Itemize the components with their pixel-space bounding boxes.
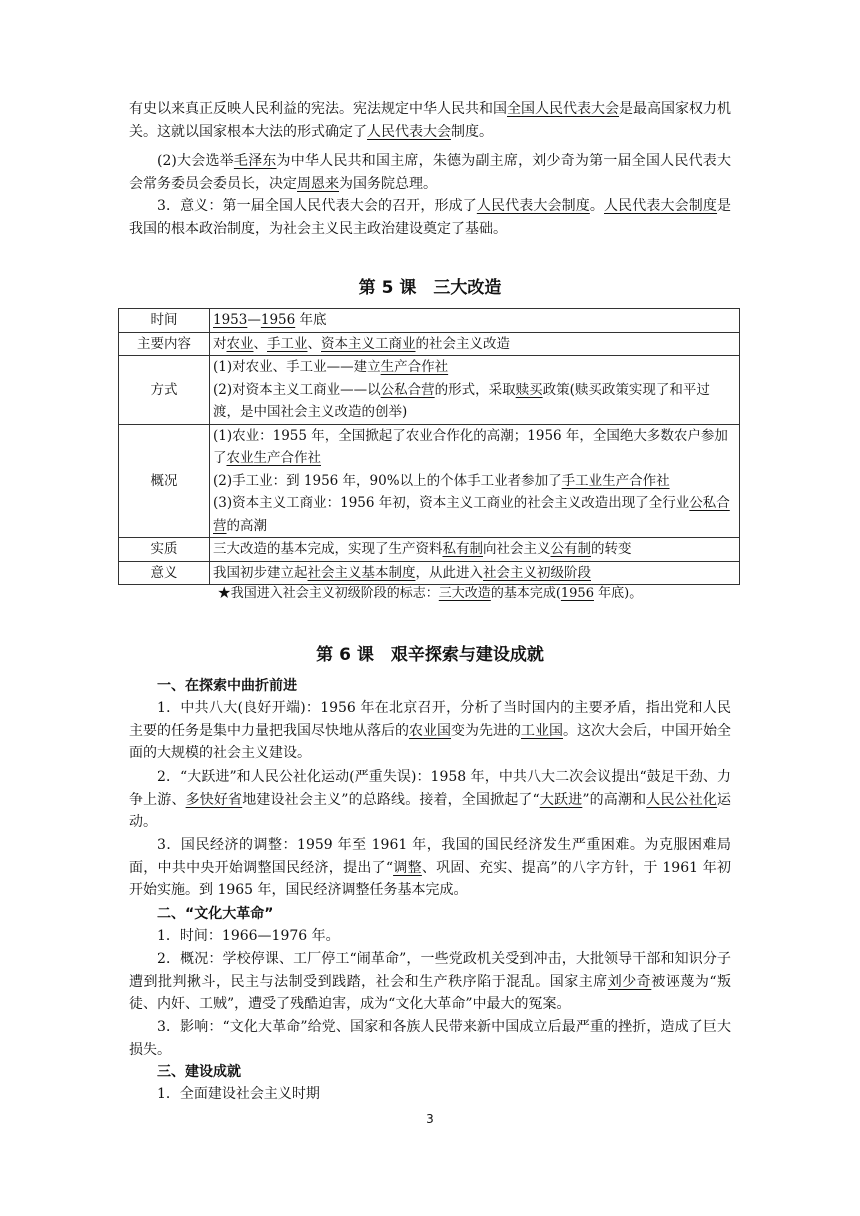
table-row [119,561,740,585]
paragraph-adjustment: 3．国民经济的调整：1959 年至 1961 年，我国的国民经济发生严重困难。为克服困难局面，中共中央开始调整国民经济，提出了“调整、巩固、充实、提高”的八字方针，于 1961 年初开始实施。到 1965 年，国民经济调整任务基本完成。 [129,837,732,898]
table-row [119,332,740,356]
row-content: 三大改造的基本完成，实现了生产资料私有制向社会主义公有制的转变 [210,538,740,562]
row-content: 1953—1956 年底 [210,309,740,333]
paragraph-eighth-congress: 1．中共八大(良好开端)：1956 年在北京召开，分析了当时国内的主要矛盾，指出党和人民主要的任务是集中力量把我国尽快地从落后的农业国变为先进的工业国。这次大会后，中国开始全面的大规模的社会主义建设。 [129,700,731,761]
three-transformations-table [118,308,740,585]
paragraph-impact: 3．影响：“文化大革命”给党、国家和各族人民带来新中国成立后最严重的挫折，造成了巨大损失。 [129,1019,731,1058]
row-label: 主要内容 [119,332,210,356]
row-content: 对农业、手工业、资本主义工商业的社会主义改造 [210,332,740,356]
lesson-5-title: 第 5 课 三大改造 [358,278,502,298]
section-heading: 三、建设成就 [157,1064,241,1080]
underlined-term: 全国人民代表大会 [507,101,619,117]
table-row [119,538,740,562]
underlined-term: 周恩来 [297,175,339,192]
paragraph-time: 1．时间：1966—1976 年。 [157,928,340,944]
row-content: (1)农业：1955 年，全国掀起了农业合作化的高潮；1956 年，全国绝大多数农户参加了农业生产合作社 (2)手工业：到 1956 年，90%以上的个体手工业者参加了手工业生产合作社 (3)资本主义工商业：1956 年初，资本主义工商业的社会主义改造出现了全行业公私合营的高潮 [210,424,740,538]
section-heading: 一、在探索中曲折前进 [157,678,297,694]
page-number: 3 [426,1112,434,1126]
paragraph-election: (2)大会选举毛泽东为中华人民共和国主席，朱德为副主席，刘少奇为第一届全国人民代表大会常务委员会委员长，决定周恩来为国务院总理。 [129,153,732,192]
paragraph-period: 1．全面建设社会主义时期 [157,1086,320,1102]
row-label: 概况 [119,424,210,538]
row-content: 我国初步建立起社会主义基本制度，从此进入社会主义初级阶段 [210,561,740,585]
row-label: 意义 [119,561,210,585]
section-heading: 二、“文化大革命” [157,906,274,922]
row-label: 时间 [119,309,210,333]
paragraph-overview: 2．概况：学校停课、工厂停工“闹革命”，一些党政机关受到冲击，大批领导干部和知识分子遭到批判揪斗，民主与法制受到践踏，社会和生产秩序陷于混乱。国家主席刘少奇被诬蔑为“叛徒、内奸、工贼”，遭受了残酷迫害，成为“文化大革命”中最大的冤案。 [129,951,731,1012]
paragraph-constitution: 有史以来真正反映人民利益的宪法。宪法规定中华人民共和国全国人民代表大会是最高国家权力机关。这就以国家根本大法的形式确定了人民代表大会制度。 [129,101,731,140]
row-label: 实质 [119,538,210,562]
table-row [119,356,740,425]
underlined-term: 人民代表大会制度 [476,198,590,214]
paragraph-great-leap: 2．“大跃进”和人民公社化运动(严重失误)：1958 年，中共八大二次会议提出“鼓足干劲、力争上游、多快好省地建设社会主义”的总路线。接着，全国掀起了“大跃进”的高潮和人民公社化运动。 [129,769,732,830]
underlined-term: 人民代表大会制度 [604,198,718,214]
table-row [119,424,740,538]
underlined-term: 毛泽东 [233,153,277,169]
lesson-6-title: 第 6 课 艰辛探索与建设成就 [316,645,544,665]
underlined-term: 人民代表大会 [367,123,451,140]
row-content: (1)对农业、手工业——建立生产合作社 (2)对资本主义工商业——以公私合营的形式，采取赎买政策(赎买政策实现了和平过渡，是中国社会主义改造的创举) [210,356,740,425]
paragraph-significance: 3．意义：第一届全国人民代表大会的召开，形成了人民代表大会制度。人民代表大会制度是我国的根本政治制度，为社会主义民主政治建设奠定了基础。 [129,198,732,237]
table-footnote: ★我国进入社会主义初级阶段的标志：三大改造的基本完成(1956 年底)。 [217,586,643,601]
row-label: 方式 [119,356,210,425]
table-row [119,309,740,333]
